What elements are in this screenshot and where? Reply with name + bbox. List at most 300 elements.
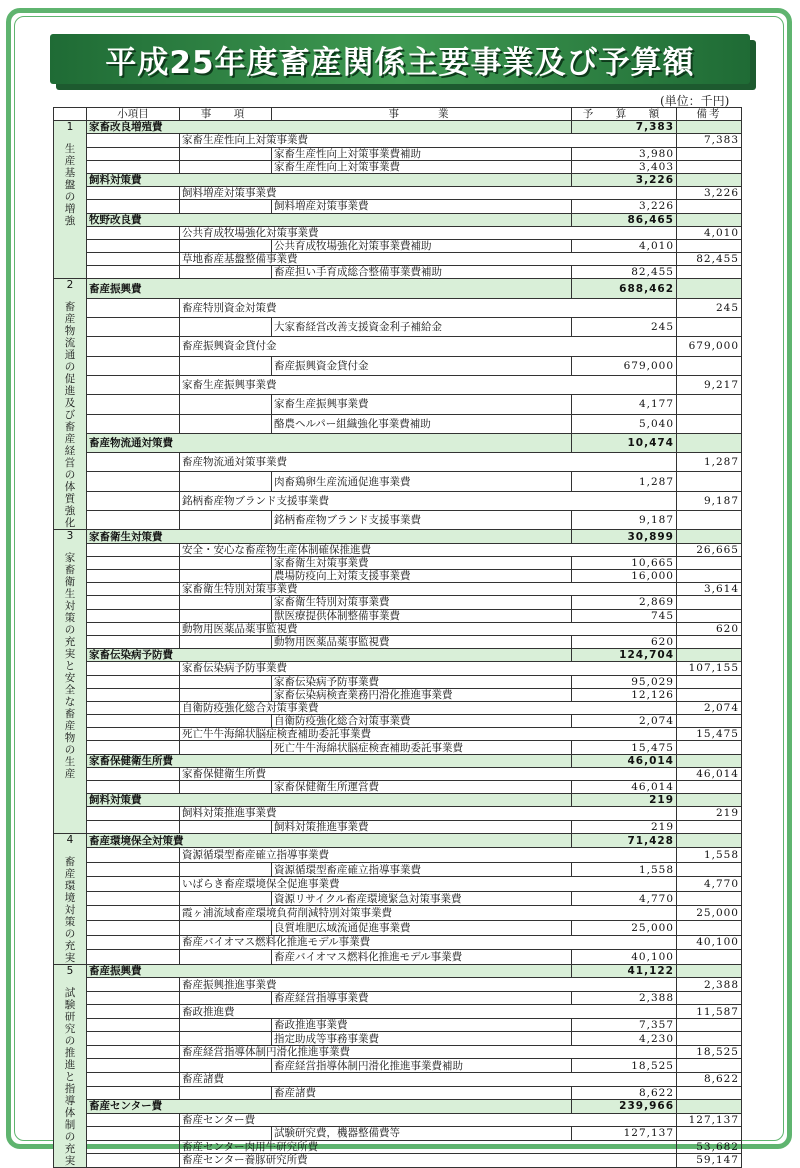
table-row	[54, 862, 742, 877]
spacer-cell	[87, 1005, 180, 1019]
item-spacer	[180, 635, 272, 648]
project-name	[572, 226, 677, 239]
amount-cell: 2,074	[572, 715, 677, 728]
table-row	[54, 491, 742, 510]
amount-cell: 3,226	[677, 187, 742, 200]
project-name: 畜産経営指導体制円滑化推進事業費補助	[272, 1059, 572, 1073]
spacer-cell	[87, 991, 180, 1005]
note-cell	[677, 820, 742, 833]
item-name: 畜産センター肉用牛研究所費	[180, 1140, 572, 1154]
note-cell	[677, 862, 742, 877]
amount-cell: 1,287	[677, 453, 742, 472]
project-name	[572, 906, 677, 921]
item-spacer	[180, 414, 272, 433]
project-name	[572, 701, 677, 714]
project-name: 家畜伝染病検査業務円滑化推進事業費	[272, 688, 572, 701]
table-row	[54, 877, 742, 892]
note-cell	[677, 964, 742, 978]
spacer-cell	[87, 635, 180, 648]
spacer-cell	[87, 414, 180, 433]
amount-cell: 4,010	[677, 226, 742, 239]
table-row	[54, 767, 742, 780]
table-row	[54, 472, 742, 491]
note-cell	[677, 239, 742, 252]
note-cell	[677, 1059, 742, 1073]
amount-cell: 4,230	[572, 1032, 677, 1046]
table-row	[54, 688, 742, 701]
item-name: 畜政推進費	[180, 1005, 572, 1019]
project-name: 畜政推進事業費	[272, 1018, 572, 1032]
spacer-cell	[87, 1018, 180, 1032]
spacer-cell	[87, 978, 180, 992]
table-row	[54, 921, 742, 936]
amount-cell: 245	[677, 298, 742, 317]
amount-cell: 3,614	[677, 583, 742, 596]
table-row	[54, 978, 742, 992]
item-spacer	[180, 511, 272, 530]
table-row	[54, 253, 742, 266]
page-title: 平成25年度畜産関係主要事業及び予算額	[105, 44, 695, 81]
table-row	[54, 583, 742, 596]
amount-cell: 219	[572, 820, 677, 833]
project-name	[572, 337, 677, 356]
subitem-amount: 3,226	[572, 173, 677, 186]
amount-cell: 4,770	[677, 877, 742, 892]
amount-cell: 95,029	[572, 675, 677, 688]
item-spacer	[180, 1032, 272, 1046]
subitem-name: 家畜衛生対策費	[87, 530, 572, 543]
note-cell	[677, 279, 742, 298]
table-row	[54, 337, 742, 356]
table-row	[54, 715, 742, 728]
note-cell	[677, 688, 742, 701]
note-cell	[677, 921, 742, 936]
note-cell	[677, 266, 742, 279]
spacer-cell	[87, 891, 180, 906]
amount-cell: 107,155	[677, 662, 742, 675]
note-cell	[677, 991, 742, 1005]
table-row	[54, 1059, 742, 1073]
section-name: 家畜衛生対策の充実と安全な畜産物の生産	[64, 552, 76, 781]
subtotal-row	[54, 173, 742, 186]
item-spacer	[180, 200, 272, 213]
item-spacer	[180, 1086, 272, 1100]
subitem-amount: 86,465	[572, 213, 677, 226]
table-row	[54, 935, 742, 950]
spacer-cell	[87, 767, 180, 780]
subitem-name: 家畜改良増殖費	[87, 121, 572, 134]
item-name: 霞ヶ浦流域畜産環境負荷削減特別対策事業費	[180, 906, 572, 921]
amount-cell: 745	[572, 609, 677, 622]
item-name: 飼料対策推進事業費	[180, 807, 572, 820]
subitem-amount: 124,704	[572, 649, 677, 662]
amount-cell: 3,980	[572, 147, 677, 160]
item-spacer	[180, 688, 272, 701]
note-cell	[677, 754, 742, 767]
item-name: 畜産振興推進事業費	[180, 978, 572, 992]
spacer-cell	[87, 253, 180, 266]
spacer-cell	[87, 1073, 180, 1087]
project-name	[572, 728, 677, 741]
item-spacer	[180, 570, 272, 583]
project-name: 肉畜鶏卵生産流通促進事業費	[272, 472, 572, 491]
amount-cell: 40,100	[677, 935, 742, 950]
subtotal-row	[54, 794, 742, 807]
spacer-cell	[87, 622, 180, 635]
project-name: 資源循環型畜産確立指導事業費	[272, 862, 572, 877]
spacer-cell	[87, 701, 180, 714]
header-amount: 予 算 額	[572, 108, 677, 121]
project-name	[572, 253, 677, 266]
item-name: 畜産物流通対策事業費	[180, 453, 572, 472]
amount-cell: 8,622	[572, 1086, 677, 1100]
section-label	[54, 833, 87, 964]
note-cell	[677, 472, 742, 491]
subitem-name: 飼料対策費	[87, 794, 572, 807]
spacer-cell	[87, 935, 180, 950]
spacer-cell	[87, 906, 180, 921]
note-cell	[677, 891, 742, 906]
project-name	[572, 1073, 677, 1087]
note-cell	[677, 433, 742, 452]
amount-cell: 620	[677, 622, 742, 635]
amount-cell: 53,682	[677, 1140, 742, 1154]
amount-cell: 2,388	[572, 991, 677, 1005]
amount-cell: 15,475	[677, 728, 742, 741]
subtotal-row	[54, 833, 742, 848]
subitem-amount: 71,428	[572, 833, 677, 848]
note-cell	[677, 160, 742, 173]
item-spacer	[180, 596, 272, 609]
project-name	[572, 375, 677, 394]
table-row	[54, 1127, 742, 1141]
table-row	[54, 318, 742, 337]
table-row	[54, 622, 742, 635]
spacer-cell	[87, 337, 180, 356]
table-row	[54, 596, 742, 609]
project-name	[572, 1045, 677, 1059]
project-name: 大家畜経営改善支援資金利子補給金	[272, 318, 572, 337]
table-row	[54, 741, 742, 754]
subitem-amount: 7,383	[572, 121, 677, 134]
note-cell	[677, 1086, 742, 1100]
spacer-cell	[87, 226, 180, 239]
subitem-name: 畜産環境保全対策費	[87, 833, 572, 848]
project-name: 畜産経営指導事業費	[272, 991, 572, 1005]
note-cell	[677, 1127, 742, 1141]
table-row	[54, 570, 742, 583]
amount-cell: 3,226	[572, 200, 677, 213]
subtotal-row	[54, 121, 742, 134]
table-row	[54, 239, 742, 252]
note-cell	[677, 950, 742, 965]
table-row	[54, 298, 742, 317]
item-spacer	[180, 1127, 272, 1141]
project-name: 自衛防疫強化総合対策事業費	[272, 715, 572, 728]
subitem-amount: 46,014	[572, 754, 677, 767]
section-label	[54, 121, 87, 279]
subitem-name: 畜産振興費	[87, 279, 572, 298]
project-name	[572, 298, 677, 317]
table-row	[54, 226, 742, 239]
table-row	[54, 662, 742, 675]
note-cell	[677, 530, 742, 543]
item-name: いばらき畜産環境保全促進事業費	[180, 877, 572, 892]
item-name: 畜産諸費	[180, 1073, 572, 1087]
amount-cell: 7,383	[677, 134, 742, 147]
spacer-cell	[87, 543, 180, 556]
project-name: 試験研究費，機器整備費等	[272, 1127, 572, 1141]
spacer-cell	[87, 1127, 180, 1141]
item-name: 公共育成牧場強化対策事業費	[180, 226, 572, 239]
amount-cell: 46,014	[572, 781, 677, 794]
table-row	[54, 134, 742, 147]
subtotal-row	[54, 433, 742, 452]
subtotal-row	[54, 754, 742, 767]
subitem-name: 畜産物流通対策費	[87, 433, 572, 452]
project-name	[572, 1140, 677, 1154]
header-sub: 小項目	[87, 108, 180, 121]
table-row	[54, 991, 742, 1005]
item-spacer	[180, 609, 272, 622]
subitem-name: 飼料対策費	[87, 173, 572, 186]
amount-cell: 16,000	[572, 570, 677, 583]
note-cell	[677, 833, 742, 848]
spacer-cell	[87, 1032, 180, 1046]
amount-cell: 82,455	[572, 266, 677, 279]
spacer-cell	[87, 1113, 180, 1127]
amount-cell: 9,187	[677, 491, 742, 510]
item-name: 死亡牛牛海綿状脳症検査補助委託事業費	[180, 728, 572, 741]
section-number: 2	[66, 279, 74, 292]
project-name: 家畜保健衛生所運営費	[272, 781, 572, 794]
spacer-cell	[87, 395, 180, 414]
project-name: 畜産バイオマス燃料化推進モデル事業費	[272, 950, 572, 965]
item-name: 畜産センター養豚研究所費	[180, 1154, 572, 1168]
item-name: 安全・安心な畜産物生産体制確保推進費	[180, 543, 572, 556]
table-row	[54, 160, 742, 173]
amount-cell: 4,770	[572, 891, 677, 906]
amount-cell: 1,558	[572, 862, 677, 877]
section-name: 生産基盤の増強	[64, 143, 76, 228]
spacer-cell	[87, 318, 180, 337]
section-number: 1	[66, 121, 74, 134]
item-name: 家畜生産振興事業費	[180, 375, 572, 394]
section-number: 5	[66, 964, 74, 977]
table-row	[54, 701, 742, 714]
unit-label: (単位：千円)	[660, 94, 730, 108]
item-spacer	[180, 820, 272, 833]
title-banner	[50, 34, 750, 84]
item-spacer	[180, 318, 272, 337]
spacer-cell	[87, 160, 180, 173]
section-name: 試験研究の推進と指導体制の充実	[64, 986, 76, 1167]
amount-cell: 7,357	[572, 1018, 677, 1032]
spacer-cell	[87, 187, 180, 200]
item-spacer	[180, 781, 272, 794]
amount-cell: 1,287	[572, 472, 677, 491]
subitem-name: 家畜保健衛生所費	[87, 754, 572, 767]
project-name: 畜産担い手育成総合整備事業費補助	[272, 266, 572, 279]
spacer-cell	[87, 134, 180, 147]
project-name	[572, 491, 677, 510]
amount-cell: 620	[572, 635, 677, 648]
project-name	[572, 583, 677, 596]
amount-cell: 25,000	[677, 906, 742, 921]
table-row	[54, 728, 742, 741]
item-spacer	[180, 891, 272, 906]
project-name: 家畜生産振興事業費	[272, 395, 572, 414]
subitem-amount: 30,899	[572, 530, 677, 543]
project-name	[572, 767, 677, 780]
spacer-cell	[87, 741, 180, 754]
project-name: 酪農ヘルパー組織強化事業費補助	[272, 414, 572, 433]
note-cell	[677, 794, 742, 807]
section-name: 畜産環境対策の充実	[64, 855, 76, 964]
project-name	[572, 453, 677, 472]
amount-cell: 679,000	[677, 337, 742, 356]
amount-cell: 1,558	[677, 848, 742, 863]
item-spacer	[180, 991, 272, 1005]
spacer-cell	[87, 807, 180, 820]
item-name: 飼料増産対策事業費	[180, 187, 572, 200]
project-name: 公共育成牧場強化対策事業費補助	[272, 239, 572, 252]
project-name: 農場防疫向上対策支援事業費	[272, 570, 572, 583]
spacer-cell	[87, 298, 180, 317]
spacer-cell	[87, 596, 180, 609]
project-name	[572, 134, 677, 147]
spacer-cell	[87, 820, 180, 833]
project-name: 飼料対策推進事業費	[272, 820, 572, 833]
item-name: 畜産センター費	[180, 1113, 572, 1127]
spacer-cell	[87, 1045, 180, 1059]
item-name: 畜産経営指導体制円滑化推進事業費	[180, 1045, 572, 1059]
table-row	[54, 375, 742, 394]
item-name: 自衛防疫強化総合対策事業費	[180, 701, 572, 714]
amount-cell: 12,126	[572, 688, 677, 701]
table-row	[54, 1073, 742, 1087]
project-name: 良質堆肥広域流通促進事業費	[272, 921, 572, 936]
spacer-cell	[87, 862, 180, 877]
amount-cell: 4,010	[572, 239, 677, 252]
spacer-cell	[87, 239, 180, 252]
subitem-amount: 10,474	[572, 433, 677, 452]
section-label	[54, 279, 87, 530]
subtotal-row	[54, 213, 742, 226]
amount-cell: 46,014	[677, 767, 742, 780]
item-name: 家畜生産性向上対策事業費	[180, 134, 572, 147]
spacer-cell	[87, 583, 180, 596]
project-name: 家畜生産性向上対策事業費	[272, 160, 572, 173]
item-name: 家畜保健衛生所費	[180, 767, 572, 780]
item-name: 動物用医薬品薬事監視費	[180, 622, 572, 635]
subitem-name: 家畜伝染病予防費	[87, 649, 572, 662]
subitem-amount: 688,462	[572, 279, 677, 298]
subitem-name: 牧野改良費	[87, 213, 572, 226]
table-row	[54, 1113, 742, 1127]
project-name: 獣医療提供体制整備事業費	[272, 609, 572, 622]
subitem-name: 畜産センター費	[87, 1100, 572, 1114]
header-note: 備考	[677, 108, 742, 121]
spacer-cell	[87, 453, 180, 472]
project-name	[572, 848, 677, 863]
spacer-cell	[87, 1086, 180, 1100]
note-cell	[677, 414, 742, 433]
item-spacer	[180, 1018, 272, 1032]
table-row	[54, 511, 742, 530]
note-cell	[677, 675, 742, 688]
spacer-cell	[87, 266, 180, 279]
amount-cell: 2,869	[572, 596, 677, 609]
amount-cell: 679,000	[572, 356, 677, 375]
project-name: 指定助成等事務事業費	[272, 1032, 572, 1046]
table-row	[54, 356, 742, 375]
spacer-cell	[87, 1059, 180, 1073]
spacer-cell	[87, 848, 180, 863]
note-cell	[677, 1018, 742, 1032]
item-name: 資源循環型畜産確立指導事業費	[180, 848, 572, 863]
item-spacer	[180, 741, 272, 754]
budget-table	[53, 107, 742, 1168]
project-name	[572, 978, 677, 992]
spacer-cell	[87, 1140, 180, 1154]
project-name	[572, 187, 677, 200]
spacer-cell	[87, 728, 180, 741]
project-name: 畜産振興資金貸付金	[272, 356, 572, 375]
section-number: 3	[66, 530, 74, 543]
item-spacer	[180, 356, 272, 375]
table-row	[54, 453, 742, 472]
table-row	[54, 820, 742, 833]
amount-cell: 15,475	[572, 741, 677, 754]
amount-cell: 18,525	[677, 1045, 742, 1059]
subitem-amount: 219	[572, 794, 677, 807]
item-name: 畜産特別資金対策費	[180, 298, 572, 317]
spacer-cell	[87, 570, 180, 583]
item-spacer	[180, 921, 272, 936]
item-spacer	[180, 862, 272, 877]
table-row	[54, 1005, 742, 1019]
amount-cell: 9,187	[572, 511, 677, 530]
subtotal-row	[54, 530, 742, 543]
amount-cell: 40,100	[572, 950, 677, 965]
item-name: 畜産バイオマス燃料化推進モデル事業費	[180, 935, 572, 950]
spacer-cell	[87, 200, 180, 213]
project-name: 家畜衛生特別対策事業費	[272, 596, 572, 609]
note-cell	[677, 395, 742, 414]
table-row	[54, 1032, 742, 1046]
section-name: 畜産物流通の促進及び畜産経営の体質強化	[64, 301, 76, 530]
project-name: 死亡牛牛海綿状脳症検査補助委託事業費	[272, 741, 572, 754]
table-header-row	[54, 108, 742, 121]
project-name: 資源リサイクル畜産環境緊急対策事業費	[272, 891, 572, 906]
amount-cell: 127,137	[677, 1113, 742, 1127]
amount-cell: 18,525	[572, 1059, 677, 1073]
item-spacer	[180, 675, 272, 688]
table-row	[54, 1140, 742, 1154]
table-row	[54, 635, 742, 648]
table-row	[54, 609, 742, 622]
amount-cell: 2,074	[677, 701, 742, 714]
table-row	[54, 1045, 742, 1059]
note-cell	[677, 318, 742, 337]
note-cell	[677, 609, 742, 622]
table-row	[54, 187, 742, 200]
item-name: 家畜伝染病予防事業費	[180, 662, 572, 675]
subtotal-row	[54, 649, 742, 662]
subitem-amount: 239,966	[572, 1100, 677, 1114]
item-name: 草地畜産基盤整備事業費	[180, 253, 572, 266]
